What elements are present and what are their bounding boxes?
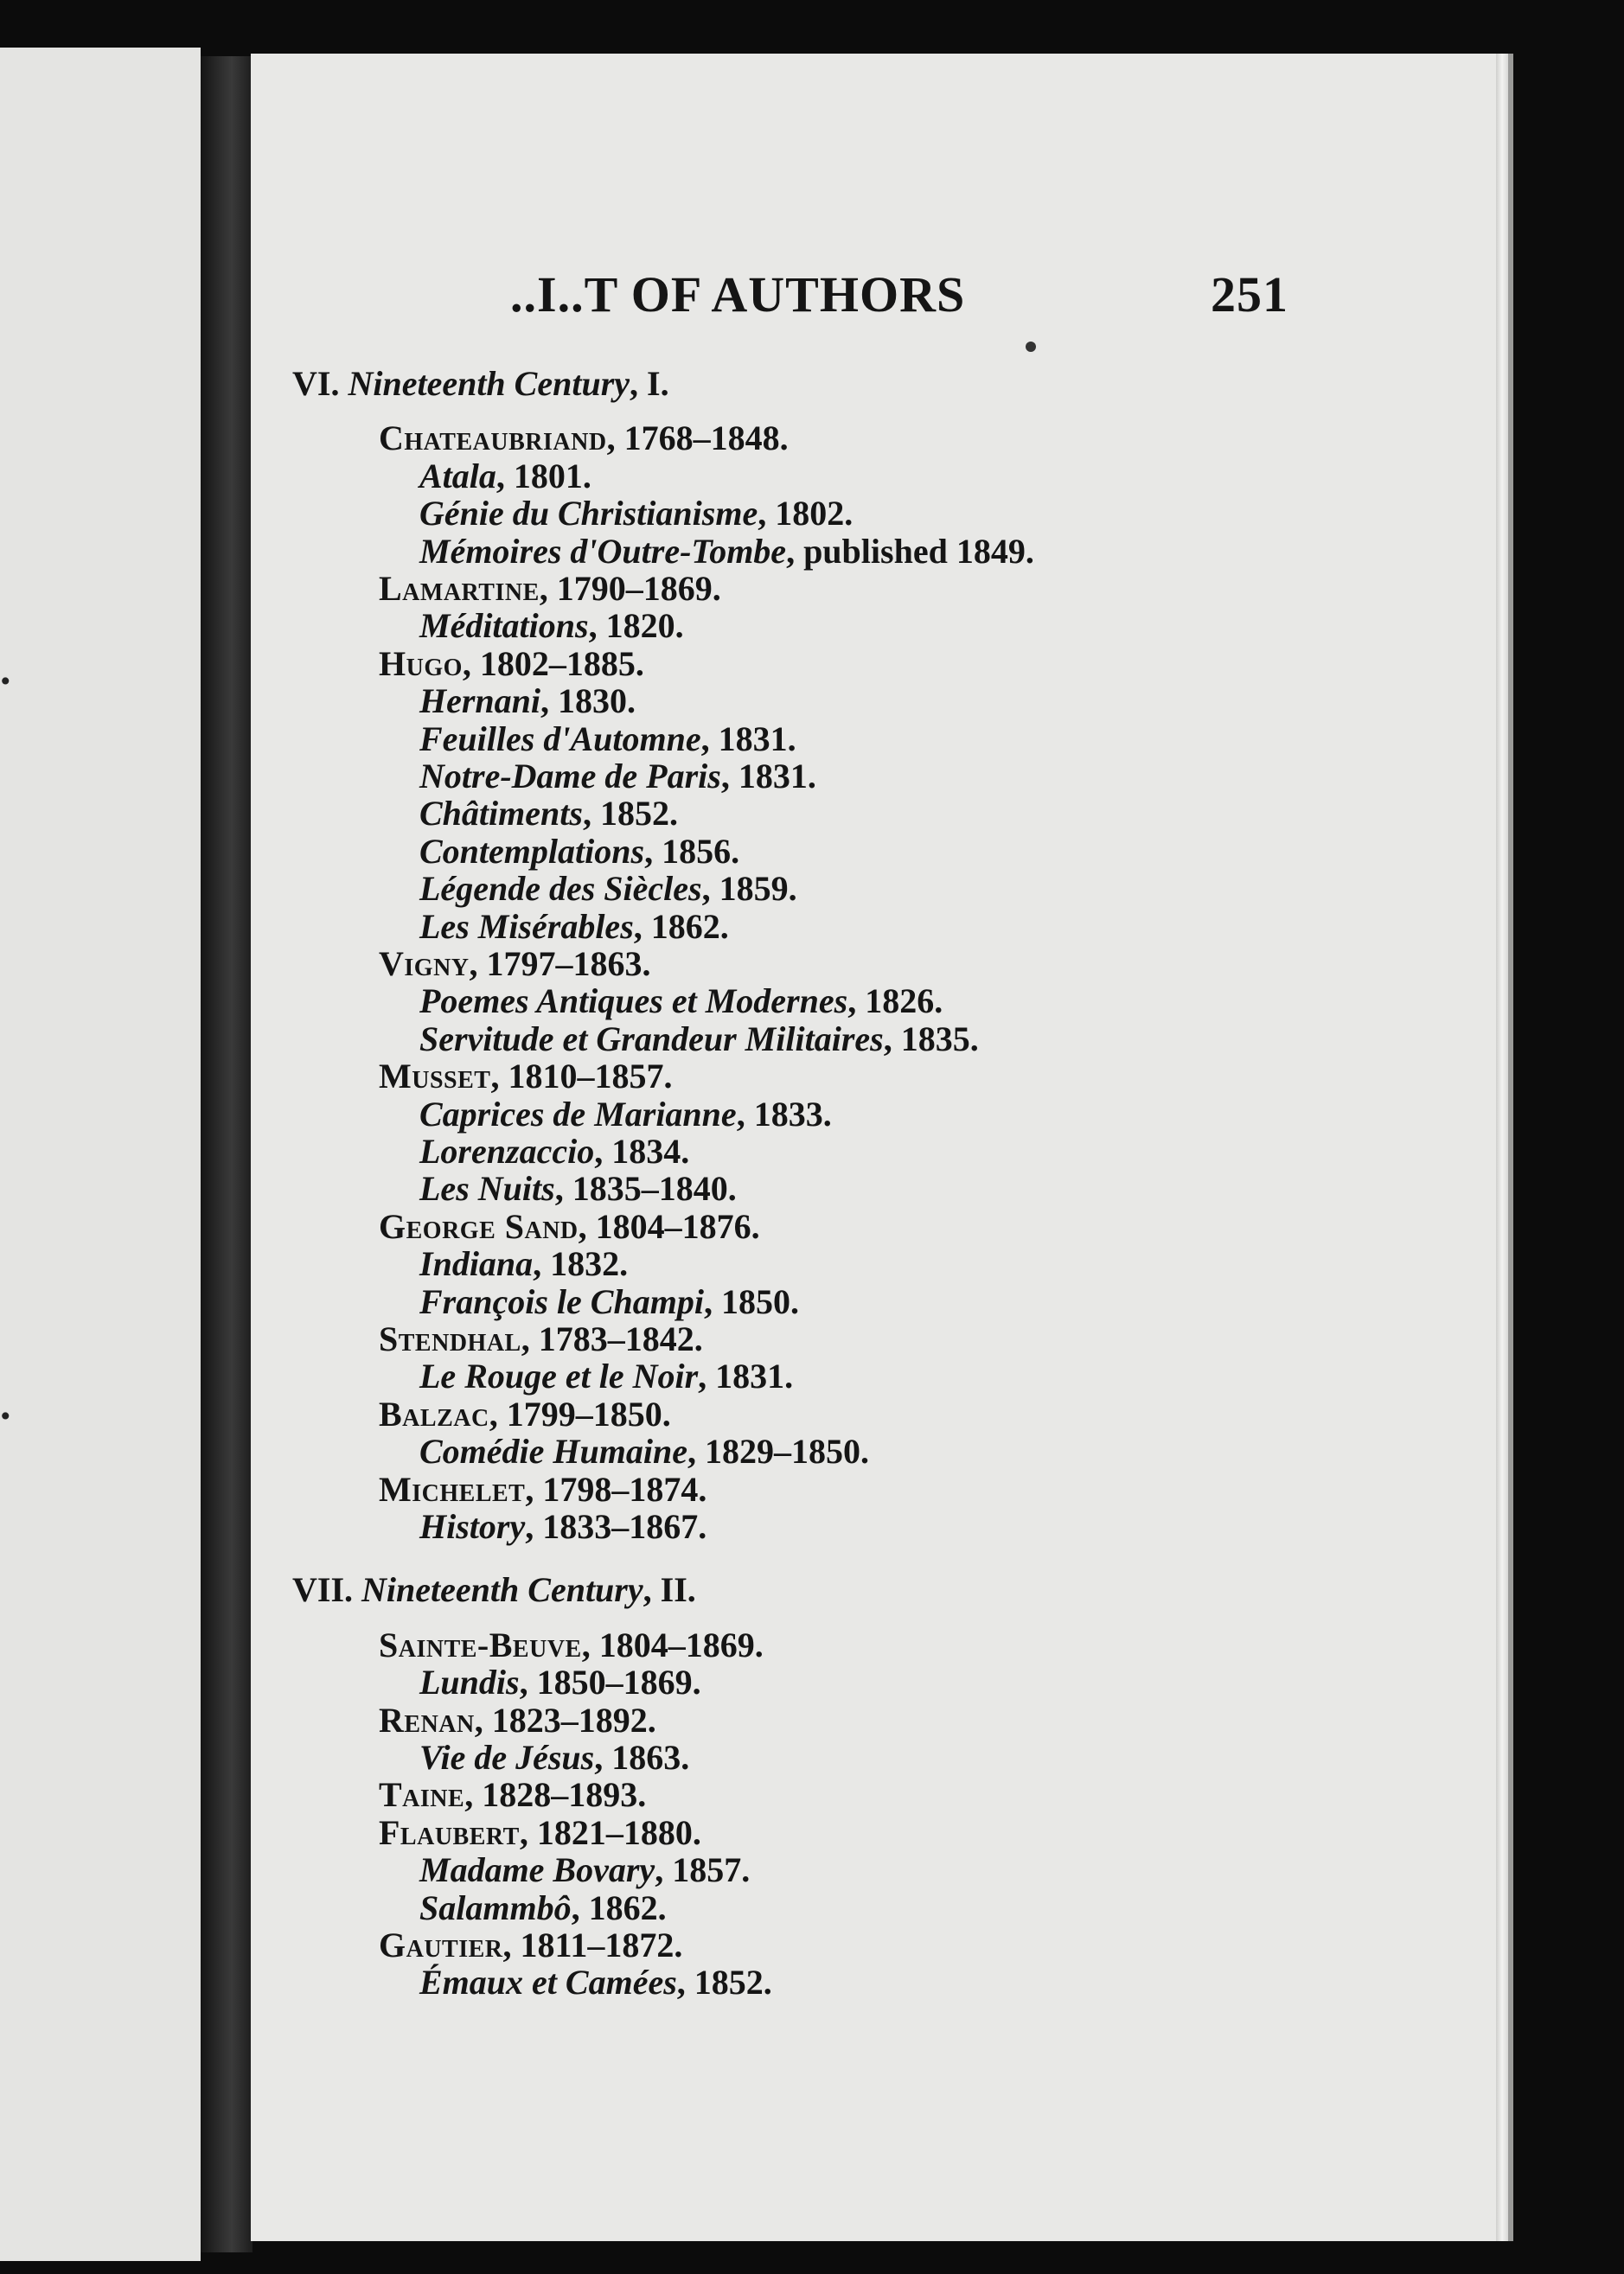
author-name: Renan bbox=[379, 1700, 475, 1740]
page-edge-shadow bbox=[1508, 54, 1513, 2241]
work-entry bbox=[419, 1433, 869, 1470]
work-entry bbox=[419, 1133, 689, 1170]
work-date: , 1829–1850. bbox=[687, 1432, 869, 1472]
author-entry bbox=[379, 570, 721, 607]
work-date: , 1852. bbox=[676, 1963, 772, 2003]
work-entry bbox=[419, 607, 684, 644]
work-title: Les Misérables bbox=[419, 906, 634, 946]
work-entry bbox=[419, 1283, 799, 1320]
work-title: Salammbô bbox=[419, 1888, 572, 1927]
work-date: , 1862. bbox=[571, 1888, 667, 1927]
book-gutter bbox=[201, 56, 253, 2252]
author-entry bbox=[379, 1814, 701, 1851]
work-entry bbox=[419, 720, 796, 757]
section-numeral: VII. bbox=[292, 1570, 362, 1610]
author-entry bbox=[379, 645, 644, 682]
work-title: Hernani bbox=[419, 681, 541, 721]
work-title: Génie du Christianisme bbox=[419, 494, 758, 533]
author-dates: , 1828–1893. bbox=[464, 1775, 647, 1815]
work-date: , 1835. bbox=[883, 1019, 979, 1058]
work-title: Méditations bbox=[419, 606, 589, 646]
work-date: , 1857. bbox=[655, 1850, 751, 1890]
work-title: Légende des Siècles bbox=[419, 869, 702, 909]
ink-speck bbox=[1026, 342, 1036, 352]
work-title: Madame Bovary bbox=[419, 1850, 655, 1890]
work-title: Indiana bbox=[419, 1244, 534, 1284]
author-dates: , 1811–1872. bbox=[502, 1926, 683, 1964]
margin-mark: . bbox=[0, 1380, 11, 1428]
author-dates: , 1799–1850. bbox=[489, 1394, 671, 1434]
work-entry bbox=[419, 1889, 667, 1926]
author-entry bbox=[379, 1776, 646, 1813]
work-title: Émaux et Camées bbox=[419, 1963, 677, 2003]
author-name: Flaubert bbox=[379, 1812, 520, 1852]
author-name: Balzac bbox=[379, 1394, 489, 1434]
author-name: Taine bbox=[379, 1775, 465, 1815]
work-entry bbox=[419, 833, 739, 870]
work-date: , 1831. bbox=[698, 1357, 794, 1396]
work-date: , 1834. bbox=[594, 1132, 690, 1171]
author-dates: , 1768–1848. bbox=[606, 418, 789, 458]
section-heading bbox=[292, 1571, 696, 1608]
facing-page bbox=[0, 48, 201, 2261]
author-name: Lamartine bbox=[379, 569, 540, 608]
work-date: , published 1849. bbox=[786, 531, 1034, 571]
running-title: ..I..T OF AUTHORS bbox=[510, 266, 966, 323]
work-entry bbox=[419, 1664, 701, 1701]
work-date: , 1826. bbox=[847, 981, 943, 1021]
author-name: Chateaubriand bbox=[379, 418, 607, 458]
work-title: François le Champi bbox=[419, 1281, 704, 1321]
author-dates: , 1797–1863. bbox=[469, 944, 651, 983]
work-date: , 1850. bbox=[703, 1281, 799, 1321]
author-name: Vigny bbox=[379, 944, 470, 983]
work-date: , 1862. bbox=[633, 906, 729, 946]
section-numeral: VI. bbox=[292, 364, 348, 403]
work-title: Poemes Antiques et Modernes bbox=[419, 981, 848, 1021]
work-title: Contemplations bbox=[419, 831, 645, 871]
author-entry bbox=[379, 1208, 760, 1245]
work-title: Les Nuits bbox=[419, 1169, 555, 1209]
work-entry bbox=[419, 533, 1034, 570]
author-dates: , 1783–1842. bbox=[521, 1319, 703, 1358]
work-date: , 1833. bbox=[736, 1094, 832, 1134]
author-entry bbox=[379, 945, 651, 982]
work-entry bbox=[419, 795, 678, 832]
work-date: , 1852. bbox=[582, 794, 678, 834]
author-name: Stendhal bbox=[379, 1319, 521, 1358]
author-dates: , 1804–1869. bbox=[581, 1625, 764, 1664]
work-date: , 1832. bbox=[533, 1244, 629, 1284]
author-entry bbox=[379, 1926, 682, 1964]
work-title: Notre-Dame de Paris bbox=[419, 757, 721, 795]
page-edge bbox=[1496, 54, 1508, 2241]
running-header bbox=[251, 265, 1288, 335]
work-entry bbox=[419, 495, 853, 532]
author-entry bbox=[379, 1626, 764, 1664]
section-title: Nineteenth Century bbox=[348, 364, 630, 403]
work-date: , 1856. bbox=[644, 831, 740, 871]
work-date: , 1831. bbox=[700, 719, 796, 758]
work-entry bbox=[419, 1508, 707, 1545]
author-entry bbox=[379, 419, 789, 457]
work-entry bbox=[419, 1170, 737, 1207]
author-dates: , 1802–1885. bbox=[462, 643, 644, 683]
work-title: Lundis bbox=[419, 1663, 520, 1702]
work-title: Châtiments bbox=[419, 794, 583, 834]
author-dates: , 1798–1874. bbox=[525, 1469, 707, 1509]
author-name: Hugo bbox=[379, 643, 463, 683]
work-title: Caprices de Marianne bbox=[419, 1094, 737, 1134]
author-entry bbox=[379, 1320, 703, 1357]
section-title: Nineteenth Century bbox=[361, 1570, 643, 1610]
page-number: 251 bbox=[1211, 266, 1288, 323]
work-entry bbox=[419, 682, 636, 719]
author-name: Gautier bbox=[379, 1926, 503, 1964]
author-entry bbox=[379, 1396, 671, 1433]
work-date: , 1859. bbox=[701, 869, 797, 909]
work-date: , 1820. bbox=[588, 606, 684, 646]
work-entry bbox=[419, 1020, 979, 1057]
work-title: History bbox=[419, 1507, 526, 1546]
work-date: , 1830. bbox=[540, 681, 636, 721]
work-title: Vie de Jésus bbox=[419, 1738, 595, 1777]
author-dates: , 1823–1892. bbox=[474, 1700, 656, 1740]
work-entry bbox=[419, 1851, 750, 1888]
work-date: , 1831. bbox=[720, 757, 816, 795]
book-page bbox=[251, 54, 1496, 2241]
work-entry bbox=[419, 982, 943, 1019]
author-name: Musset bbox=[379, 1057, 491, 1096]
margin-mark: . bbox=[0, 645, 11, 693]
section-heading bbox=[292, 365, 669, 402]
section-suffix: , II. bbox=[643, 1570, 696, 1610]
author-entry bbox=[379, 1471, 707, 1508]
work-date: , 1850–1869. bbox=[519, 1663, 701, 1702]
author-entry bbox=[379, 1057, 672, 1095]
work-date: , 1835–1840. bbox=[554, 1169, 737, 1209]
work-entry bbox=[419, 908, 729, 945]
author-dates: , 1810–1857. bbox=[490, 1057, 673, 1096]
author-name: George Sand bbox=[379, 1206, 579, 1246]
work-date: , 1863. bbox=[594, 1738, 690, 1777]
work-date: , 1833–1867. bbox=[525, 1507, 707, 1546]
author-dates: , 1790–1869. bbox=[539, 569, 721, 608]
work-title: Servitude et Grandeur Militaires bbox=[419, 1019, 884, 1058]
work-title: Comédie Humaine bbox=[419, 1432, 687, 1472]
work-entry bbox=[419, 1245, 628, 1282]
author-dates: , 1804–1876. bbox=[578, 1206, 760, 1246]
work-title: Mémoires d'Outre-Tombe bbox=[419, 531, 787, 571]
work-title: Le Rouge et le Noir bbox=[419, 1357, 699, 1396]
work-entry bbox=[419, 1739, 689, 1776]
work-title: Feuilles d'Automne bbox=[419, 719, 701, 758]
work-entry bbox=[419, 870, 797, 907]
work-entry bbox=[419, 457, 591, 495]
work-title: Atala bbox=[419, 456, 496, 495]
author-entry bbox=[379, 1702, 656, 1739]
work-title: Lorenzaccio bbox=[419, 1132, 595, 1171]
work-entry bbox=[419, 757, 816, 795]
author-name: Sainte-Beuve bbox=[379, 1625, 582, 1664]
work-date: , 1802. bbox=[758, 494, 854, 533]
author-name: Michelet bbox=[379, 1469, 526, 1509]
work-entry bbox=[419, 1357, 793, 1395]
work-entry bbox=[419, 1964, 772, 2001]
work-entry bbox=[419, 1095, 832, 1133]
work-date: , 1801. bbox=[496, 456, 591, 495]
author-dates: , 1821–1880. bbox=[519, 1812, 701, 1852]
section-suffix: , I. bbox=[630, 364, 669, 403]
